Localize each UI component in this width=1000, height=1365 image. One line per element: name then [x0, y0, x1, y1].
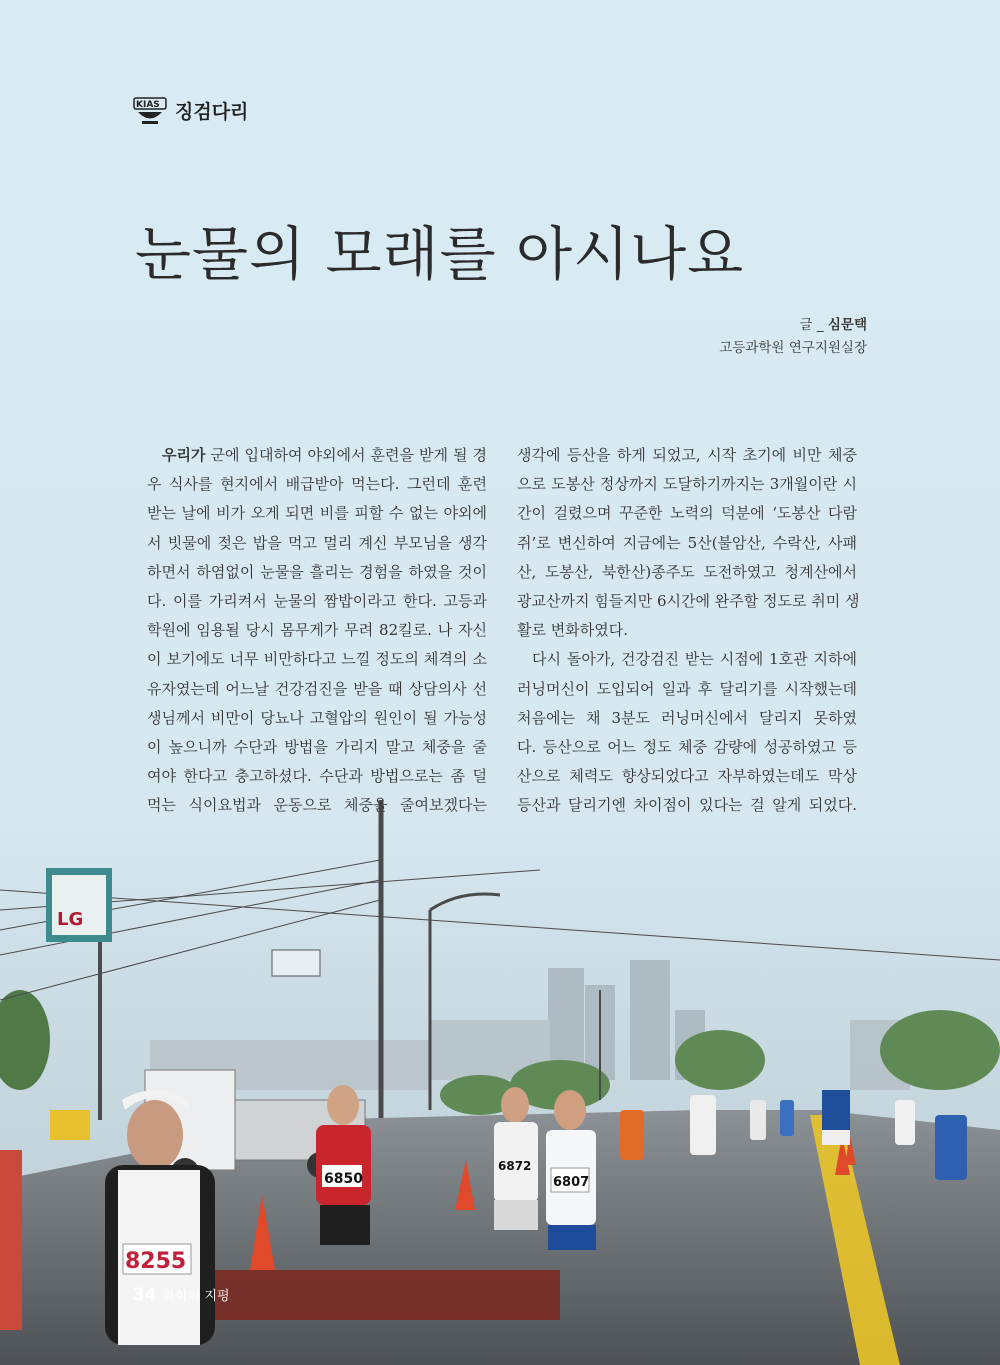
svg-text:LG: LG	[57, 909, 84, 930]
section-header	[133, 95, 248, 125]
page-folio	[133, 1285, 230, 1305]
byline	[719, 314, 867, 360]
svg-text:6807: 6807	[553, 1175, 590, 1190]
body-line: 등산과 달리기엔 차이점이 있다는 걸 알게 되었다.	[517, 796, 857, 815]
body-line: 우리가 군에 입대하여 야외에서 훈련을 받게 될 경	[162, 446, 487, 464]
direction-sign	[822, 1090, 850, 1130]
body-line: 학원에 임용될 당시 몸무게가 무려 82킬로. 나 자신	[147, 621, 487, 640]
body-column-1	[147, 441, 487, 821]
body-line: 먹는 식이요법과 운동으로 체중을 줄여보겠다는	[147, 796, 487, 815]
body-line: 여야 한다고 충고하셨다. 수단과 방법으로는 좀 덜	[147, 767, 487, 786]
page-number: 34	[133, 1285, 157, 1305]
body-line: 이 보기에도 너무 비만하다고 느낄 정도의 체격의 소	[147, 650, 487, 669]
byline-prefix: 글 _	[799, 317, 828, 333]
road-sign	[272, 950, 320, 976]
magazine-name: 과학의 지평	[162, 1289, 230, 1304]
barrier	[50, 1110, 90, 1140]
body-line: 하면서 하염없이 눈물을 흘리는 경험을 하였을 것이	[147, 562, 487, 581]
svg-text:KIAS: KIAS	[136, 100, 160, 110]
body-line: 다시 돌아가, 건강검진 받는 시점에 1호관 지하에	[532, 650, 857, 669]
body-line: 다. 이를 가리켜서 눈물의 짬밥이라고 한다. 고등과	[147, 592, 487, 611]
body-line: 산, 도봉산, 북한산)종주도 도전하였고 청계산에서	[517, 562, 857, 581]
body-line: 우 식사를 현지에서 배급받아 먹는다. 그런데 훈련	[147, 475, 487, 494]
svg-text:8255: 8255	[125, 1249, 187, 1274]
section-label: 징검다리	[175, 100, 249, 123]
body-column-2	[517, 441, 860, 821]
body-line: 이 높으니까 수단과 방법을 가리지 말고 체중을 줄	[147, 738, 487, 757]
body-line: 처음에는 채 3분도 러닝머신에서 달리지 못하였	[517, 708, 857, 727]
body-line: 활로 변화하였다.	[517, 621, 628, 640]
body-line: 간이 걸렸으며 꾸준한 노력의 덕분에 ‘도봉산 다람	[517, 504, 857, 523]
body-line: 으로 도봉산 정상까지 도달하기까지는 3개월이란 시	[517, 475, 857, 494]
svg-text:6872: 6872	[498, 1159, 532, 1173]
article-title: 눈물의 모래를 아시나요	[135, 219, 745, 288]
kias-logo-icon	[133, 95, 167, 125]
lead-word: 우리가	[162, 446, 206, 464]
body-line: 생님께서 비만이 당뇨나 고혈압의 원인이 될 가능성	[147, 708, 487, 727]
author-name: 심문택	[827, 317, 867, 333]
body-line: 쥐’로 변신하여 지금에는 5산(불암산, 수락산, 사패	[517, 533, 857, 552]
body-line: 받는 날에 비가 오게 되면 비를 피할 수 없는 야외에	[147, 504, 487, 523]
body-line: 생각에 등산을 하게 되었고, 시작 초기에 비만 체중	[517, 446, 857, 464]
body-line: 유자였는데 어느날 건강검진을 받을 때 상담의사 선	[147, 679, 487, 698]
body-line: 러닝머신이 도입되어 일과 후 달리기를 시작했는데	[517, 679, 857, 698]
body-line: 다. 등산으로 어느 정도 체중 감량에 성공하였고 등	[517, 738, 857, 757]
body-line: 산으로 체력도 향상되었다고 자부하였는데도 막상	[517, 767, 857, 786]
svg-text:6850: 6850	[324, 1171, 363, 1187]
author-title: 고등과학원 연구지원실장	[719, 340, 867, 356]
body-line: 광교산까지 힘들지만 6시간에 완주할 정도로 취미 생	[517, 592, 860, 611]
body-line: 서 빗물에 젖은 밥을 먹고 멀리 계신 부모님을 생각	[147, 533, 487, 552]
